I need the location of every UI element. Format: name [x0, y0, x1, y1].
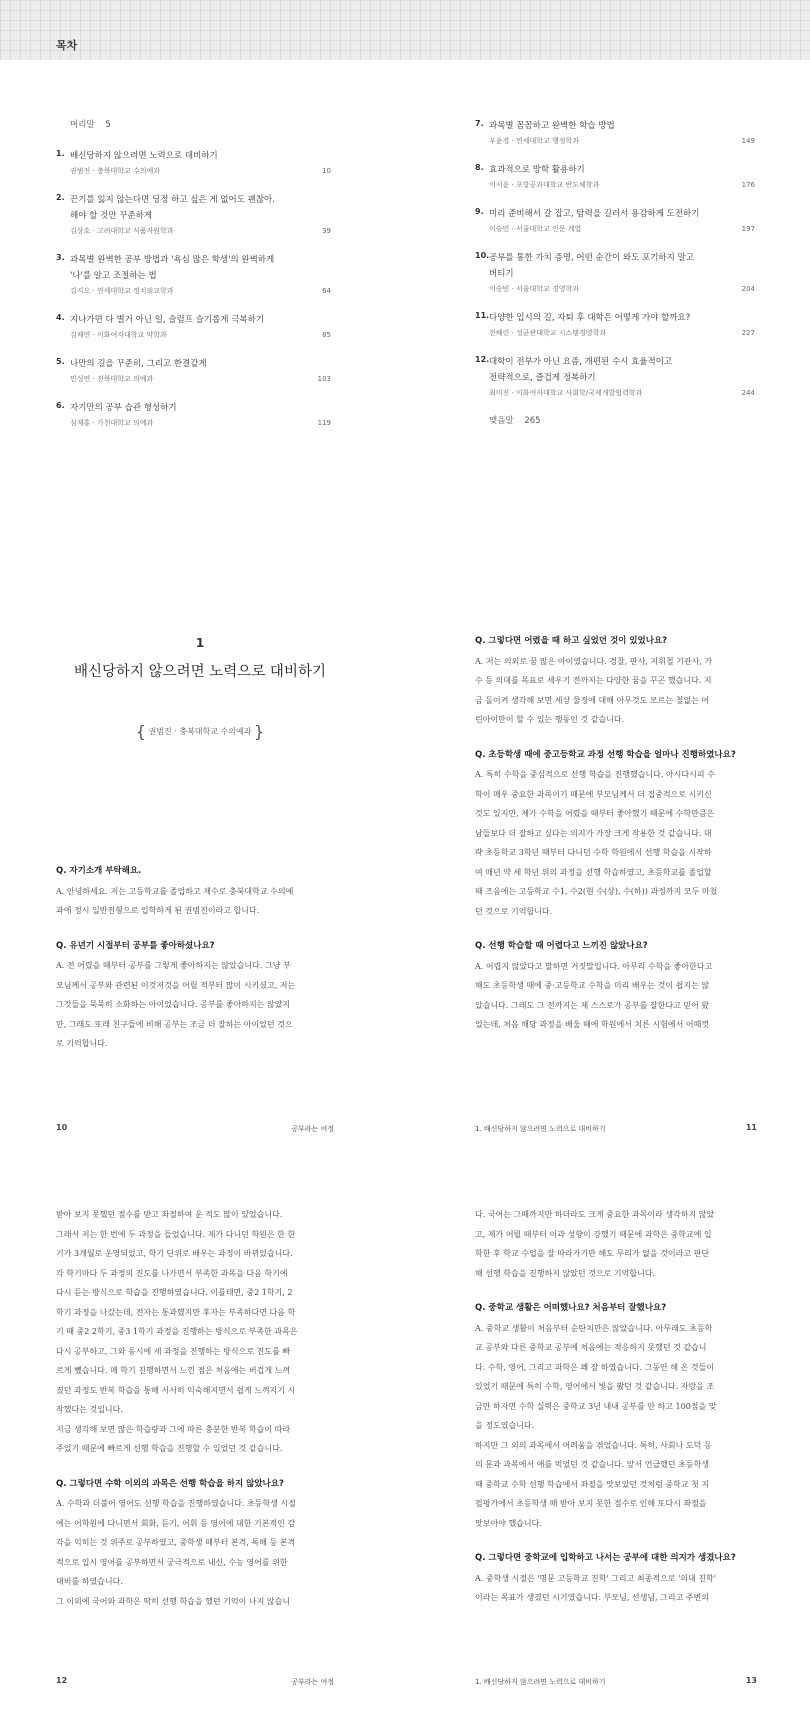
toc-preface-title: 머리말: [70, 120, 95, 130]
qa-block: [56, 862, 341, 921]
qa-block: [475, 1299, 758, 1533]
qa-block: [475, 1549, 758, 1608]
toc-entry-number: 5.: [56, 357, 65, 366]
toc-entry-page: 244: [741, 389, 755, 397]
toc-entry-page: 176: [741, 181, 755, 189]
toc-entry-number: 9.: [475, 207, 484, 216]
question-heading: Q. 유년기 시절부터 공부를 좋아하셨나요?: [56, 940, 215, 951]
qa-block: [475, 746, 758, 922]
toc-entry-author-row: [489, 326, 755, 340]
toc-entry: [475, 310, 755, 340]
body-text-line: 졌던 과정도 반복 학습을 통해 서서히 익숙해지면서 쉽게 느껴지기 시: [56, 1385, 296, 1395]
toc-entry-title: 배신당하지 않으려면 노력으로 대비하기: [70, 151, 218, 161]
body-text-line: 금 돌이켜 생각해 보면 세상 물정에 대해 아무것도 모르는 철없는 어: [475, 695, 710, 705]
body-text-line: 것도 있지만, 제가 수학을 어렸을 때부터 좋아했기 때문에 수학만큼은: [475, 809, 715, 818]
toc-entry-number: 1.: [56, 149, 65, 158]
toc-entry-author: 우윤경 · 연세대학교 행정학과: [489, 137, 580, 145]
toc-entry-author: 김지오 · 연세대학교 정치외교학과: [70, 287, 174, 295]
toc-entry-author-row: [70, 164, 331, 178]
toc-entry-number: 12.: [475, 355, 490, 364]
qa-block: [56, 937, 341, 1054]
qa-block: [56, 1475, 341, 1612]
body-text-line: A. 어렵지 않았다고 말하면 거짓말입니다. 아무리 수학을 좋아한다고: [475, 961, 713, 971]
body-text-line: 모님께서 공부와 관련된 이것저것을 어릴 적부터 많이 시키셨고, 저는: [56, 980, 296, 990]
body-text-line: 받아 보지 못했던 점수를 받고 좌절하여 운 적도 많이 있었습니다.: [56, 1210, 283, 1219]
body-text-line: 에는 어학원에 다니면서 회화, 듣기, 어휘 등 영어에 대한 기본적인 감: [56, 1518, 296, 1528]
toc-entry-author: 최미진 · 이화여자대학교 사회학/국제개발협력학과: [489, 389, 643, 397]
body-text-line: 다시 듣는 방식으로 학습을 진행하였습니다. 이를테면, 중2 1학기, 2: [56, 1288, 293, 1297]
toc-entry-author-row: [489, 386, 755, 400]
toc-preface-page: 5: [105, 120, 111, 130]
body-text-line: 필평가에서 초등학생 때 받아 보지 못한 점수로 인해 또다시 좌절을: [475, 1499, 707, 1508]
toc-heading: 목차: [56, 39, 78, 52]
body-text-line: 과에 정시 일반전형으로 입학하게 된 권범진이라고 합니다.: [56, 906, 260, 915]
body-text-line: 린아이만이 할 수 있는 행동인 것 같습니다.: [475, 715, 625, 724]
body-text-line: 금만 하자면 수학 실력은 중학교 3년 내내 공부를 안 하고 100점을 맞: [475, 1401, 717, 1411]
body-text-line: 학기 과정을 나갔는데, 전자는 통과했지만 후자는 부족하다면 다음 학: [56, 1307, 296, 1317]
toc-entry-title: 대학이 전부가 아닌 요즘, 개편된 수시 효율적이고: [489, 357, 673, 367]
toc-right-list: [475, 118, 755, 400]
toc-entry-page: 10: [322, 167, 331, 175]
toc-entry-title: 해야 할 것만 꾸준하게: [70, 211, 153, 221]
toc-entry-author: 권범진 · 충북대학교 수의예과: [70, 167, 161, 175]
toc-entry-author-row: [489, 222, 755, 236]
toc-entry-title: 효과적으로 방학 활용하기: [489, 165, 585, 175]
header-pattern-band: [0, 0, 810, 60]
body-text-line: 해 선행 학습을 진행하지 않았던 것으로 기억합니다.: [475, 1268, 656, 1278]
chapter-title: 배신당하지 않으려면 노력으로 대비하기: [74, 664, 326, 680]
body-text-line: 대비를 하였습니다.: [56, 1577, 123, 1586]
body-text-line: 을 정도였습니다.: [475, 1421, 535, 1430]
toc-entry-author-row: [70, 284, 331, 298]
body-text-line: 수 등 의대를 목표로 세우기 전까지는 다양한 꿈을 꾸곤 했습니다. 지: [475, 676, 712, 685]
toc-entry-title: '나'를 알고 조절하는 법: [70, 271, 157, 281]
toc-postface: [489, 414, 755, 430]
toc-entry-author-row: [70, 416, 331, 430]
body-text-line: 해도 초등학생 때에 중·고등학교 수학을 미리 배우는 것이 쉽지는 않: [475, 981, 710, 990]
page-number-13: 13: [745, 1676, 757, 1685]
toc-entry-title: 버티기: [489, 269, 514, 279]
spread2-left-body: [56, 1205, 341, 1627]
body-text-line: A. 특히 수학을 중심적으로 선행 학습을 진행했습니다. 아시다시피 수: [475, 770, 715, 779]
toc-entry-author-row: [489, 282, 755, 296]
toc-entry-title: 전략적으로, 즐겁게 정복하기: [489, 373, 596, 383]
body-text-line: 기가 3개월로 운영되었고, 학기 단위로 배우는 과정이 바뀌었습니다.: [56, 1249, 293, 1258]
body-text-line: 때 중학교 수학 선행 학습에서 좌절을 맛보았던 것처럼 중학교 첫 지: [475, 1479, 710, 1489]
toc-entry-author-row: [70, 224, 331, 238]
qa-block: [56, 1205, 341, 1459]
toc-entry-page: 227: [741, 329, 755, 337]
body-text-line: 았습니다. 그래도 그 전까지는 제 스스로가 공부를 잘한다고 믿어 왔: [475, 1000, 710, 1010]
footer-chapter-title-11: 1. 배신당하지 않으려면 노력으로 대비하기: [475, 1125, 606, 1133]
toc-entry-page: 64: [322, 287, 331, 295]
footer-book-title-12: 공부라는 여정: [291, 1678, 334, 1686]
body-text-line: 맛보아야 했습니다.: [475, 1518, 542, 1528]
toc-entry-title: 과목별 꼼꼼하고 완벽한 학습 방법: [489, 121, 615, 131]
question-heading: Q. 그렇다면 어렸을 때 하고 싶었던 것이 있었나요?: [475, 636, 668, 646]
toc-left-column: [56, 118, 331, 444]
body-text-line: 그래서 저는 한 번에 두 과정을 들었습니다. 제가 다니던 학원은 한 한: [56, 1229, 296, 1239]
spread2-right-body: [475, 1205, 758, 1624]
question-heading: Q. 그렇다면 중학교에 입학하고 나서는 공부에 대한 의지가 생겼나요?: [475, 1553, 736, 1563]
body-text-line: 던 것으로 기억합니다.: [475, 906, 553, 916]
body-text-line: 여 매년 약 세 학년 위의 과정을 선행 학습하였고, 초등학교를 졸업할: [475, 867, 712, 877]
body-text-line: A. 안녕하세요. 저는 고등학교를 졸업하고 재수로 충북대학교 수의예: [56, 886, 294, 896]
toc-entry: [56, 148, 331, 178]
body-text-line: A. 중학생 시절은 '명문 고등학교 진학' 그리고 최종적으로 '의대 진학': [475, 1573, 716, 1583]
qa-block: [475, 937, 758, 1035]
toc-entry-page: 197: [741, 225, 755, 233]
qa-block: [475, 632, 758, 730]
toc-entry: [56, 192, 331, 238]
body-text-line: A. 수학과 더불어 영어도 선행 학습을 진행하였습니다. 초등학생 시절: [56, 1499, 296, 1508]
body-text-line: 이라는 목표가 생겼던 시기였습니다. 부모님, 선생님, 그리고 주변의: [475, 1593, 710, 1602]
qa-block: [475, 1205, 758, 1283]
toc-entry-author-row: [489, 178, 755, 192]
chapter-author-text: 권범진 · 충북대학교 수의예과: [148, 727, 252, 736]
spread1-right-body: [475, 632, 758, 1051]
body-text-line: 략 초등학교 3학년 때부터 다니던 수학 학원에서 선행 학습을 시작하: [475, 848, 712, 857]
chapter-number: 1: [195, 636, 205, 650]
toc-entry-author: 전혜린 · 성균관대학교 시스템경영학과: [489, 329, 607, 337]
body-text-line: A. 중학교 생활이 처음부터 순탄치만은 않았습니다. 아무래도 초등학: [475, 1323, 713, 1333]
body-text-line: 적으로 입시 영어를 공부하면서 궁극적으로 내신, 수능 영어를 위한: [56, 1557, 288, 1567]
body-text-line: 주었기 때문에 빠르게 선행 학습을 진행할 수 있었던 것 같습니다.: [56, 1444, 283, 1453]
body-text-line: 고, 제가 어릴 때부터 이과 성향이 강했기 때문에 과학은 중학교에 입: [475, 1229, 712, 1239]
toc-entry: [475, 118, 755, 148]
toc-entry-author-row: [489, 134, 755, 148]
toc-entry-number: 4.: [56, 313, 65, 322]
body-text-line: 로 기억합니다.: [56, 1039, 108, 1048]
body-text-line: 그것들을 묵묵히 소화하는 아이었습니다. 공부를 좋아하지는 않았지: [56, 1000, 291, 1009]
question-heading: Q. 자기소개 부탁해요.: [56, 866, 142, 876]
toc-entry-title: 끈기를 잃지 않는다면 딩정 하고 싶은 게 없어도 괜찮아.: [70, 195, 275, 205]
toc-entry-page: 39: [322, 227, 331, 235]
toc-entry-author: 이승빈 · 서울대학교 경영학과: [489, 285, 580, 293]
body-text-line: A. 저는 의외로 꿈 많은 아이였습니다. 경찰, 판사, 지휘철 기관사, 가: [475, 656, 713, 666]
footer-chapter-title-13: 1. 배신당하지 않으려면 노력으로 대비하기: [475, 1678, 606, 1686]
page-number-10: 10: [56, 1123, 68, 1132]
body-text-line: 있었기 때문에 특히 수학, 영어에서 빛을 봤던 것 같습니다. 자랑을 조: [475, 1382, 715, 1391]
toc-entry-number: 3.: [56, 253, 65, 262]
page-number-11: 11: [745, 1123, 757, 1132]
body-text-line: 작했다는 것입니다.: [56, 1405, 123, 1414]
toc-left-list: [56, 148, 331, 430]
toc-entry: [475, 250, 755, 296]
toc-entry: [56, 252, 331, 298]
toc-entry-number: 11.: [475, 311, 490, 320]
toc-entry-title: 지나가면 다 별거 아닌 일, 슬럼프 슬기롭게 극복하기: [70, 315, 265, 325]
toc-entry-page: 204: [741, 285, 755, 293]
toc-entry-author-row: [70, 372, 331, 386]
toc-entry-number: 2.: [56, 193, 65, 202]
footer-book-title-10: 공부라는 여정: [291, 1125, 334, 1133]
body-text-line: 다. 국어는 그때까지만 하더라도 크게 중요한 과목이라 생각하지 않았: [475, 1210, 715, 1219]
toc-entry-title: 나만의 길을 꾸준히, 그리고 한결같게: [70, 359, 207, 369]
toc-entry-page: 103: [317, 375, 331, 383]
body-text-line: 하지만 그 외의 과목에서 어려움을 겪었습니다. 특히, 사회나 도덕 등: [475, 1440, 712, 1450]
body-text-line: 각 학기마다 두 과정의 진도를 나가면서 부족한 과목을 다음 학기에: [56, 1268, 288, 1278]
toc-entry-author: 심재홍 · 가천대학교 의예과: [70, 419, 154, 427]
toc-entry-title: 공부를 통한 가치 증명, 어떤 순간이 와도 포기하지 말고: [489, 253, 694, 263]
body-text-line: 의 문과 과목에서 애를 먹었던 것 같습니다. 앞서 언급했던 초등학생: [475, 1460, 710, 1469]
toc-entry-number: 7.: [475, 119, 484, 128]
question-heading: Q. 선행 학습할 때 어렵다고 느끼진 않았나요?: [475, 941, 648, 951]
question-heading: Q. 중학교 생활은 어떠했나요? 처음부터 잘했나요?: [475, 1303, 667, 1313]
body-text-line: 교 공부와 다른 중학교 공부에 처음에는 적응하지 못했던 것 같습니: [475, 1343, 707, 1352]
body-text-line: 기 때 중2 2학기, 중3 1학기 과정을 진행하는 방식으로 부족한 과목은: [56, 1327, 298, 1336]
toc-postface-page: 265: [524, 416, 541, 426]
body-text-line: 었는데, 처음 해당 과정을 배울 때에 학원에서 치른 시험에서 어때껏: [475, 1020, 710, 1029]
toc-entry-page: 119: [317, 419, 331, 427]
body-text-line: 학한 후 학교 수업을 잘 따라가기만 해도 무리가 없을 것이라고 판단: [475, 1249, 710, 1258]
toc-entry-author: 이승민 · 서울대학교 인문 계열: [489, 225, 582, 233]
body-text-line: 그 이외에 국어와 과학은 딱히 선행 학습을 했던 기억이 나지 않습니: [56, 1596, 291, 1606]
body-text-line: 지금 생각해 보면 많은 학습량과 그에 따른 충분한 반복 학습이 따라: [56, 1424, 291, 1434]
toc-entry-author: 이서윤 · 포항공과대학교 반도체학과: [489, 181, 600, 189]
toc-entry: [475, 162, 755, 192]
toc-entry-title: 다양한 입시의 길, 자퇴 후 대학은 어떻게 가야 할까요?: [489, 313, 691, 323]
toc-entry-author: 민성연 · 전북대학교 의예과: [70, 375, 154, 383]
toc-entry: [475, 354, 755, 400]
toc-entry-author: 김채연 · 이화여자대학교 약학과: [70, 331, 167, 339]
body-text-line: 때 즈음에는 고등학교 수1, 수2(현 수(상), 수(하)) 과정까지 모두 마쳤: [475, 887, 718, 896]
body-text-line: 르게 뺐습니다. 매 학기 진행하면서 느낀 점은 처음에는 버겁게 느껴: [56, 1366, 291, 1375]
spread1-left-body: [56, 862, 341, 1070]
body-text-line: A. 전 어렸을 때부터 공부를 그렇게 좋아하지는 않았습니다. 그냥 부: [56, 961, 291, 970]
question-heading: Q. 그렇다면 수학 이외의 과목은 선행 학습을 하지 않았나요?: [56, 1478, 284, 1489]
toc-entry: [56, 356, 331, 386]
page-number-12: 12: [56, 1676, 68, 1685]
toc-entry-title: 자기만의 공부 습관 형성하기: [70, 403, 177, 413]
toc-right-column: [475, 118, 755, 430]
toc-entry-author-row: [70, 328, 331, 342]
toc-entry-author: 김상호 · 고려대학교 식품자원학과: [70, 227, 174, 235]
toc-entry: [56, 312, 331, 342]
chapter-author: { 권범진 · 충북대학교 수의예과 }: [135, 722, 265, 741]
toc-entry: [56, 400, 331, 430]
toc-entry-title: 미리 준비해서 갈 잡고, 탐력을 길러서 용감하게 도전하기: [489, 209, 700, 219]
toc-entry-page: 85: [322, 331, 331, 339]
body-text-line: 남들보다 더 잘하고 싶다는 의지가 가장 크게 작용한 것 같습니다. 대: [475, 828, 712, 838]
toc-preface: [70, 118, 331, 134]
toc-postface-title: 맺음말: [489, 416, 514, 426]
toc-entry-number: 10.: [475, 251, 490, 260]
toc-entry: [475, 206, 755, 236]
body-text-line: 다시 공부하고, 그와 동시에 새 과정을 진행하는 방식으로 진도를 빠: [56, 1346, 291, 1356]
toc-entry-number: 8.: [475, 163, 484, 172]
toc-entry-page: 149: [741, 137, 755, 145]
body-text-line: 학이 매우 중요한 과목이기 때문에 부모님께서 더 집중적으로 시키신: [475, 789, 712, 799]
toc-entry-title: 과목별 완벽한 공부 방법과 '욕심 많은 학생'의 완벽하게: [70, 255, 275, 265]
body-text-line: 각을 익히는 것 위주로 공부하였고, 중학생 때부터 본격, 독해 등 본격: [56, 1538, 296, 1547]
toc-entry-number: 6.: [56, 401, 65, 410]
body-text-line: 만, 그래도 또래 친구들에 비해 공부는 조금 더 잘하는 아이었던 것으: [56, 1019, 293, 1029]
question-heading: Q. 초등학생 때에 중고등학교 과정 선행 학습을 얼마나 진행하였나요?: [475, 749, 736, 760]
body-text-line: 다. 수학, 영어, 그리고 과학은 꽤 잘 하였습니다. 그동안 해 온 것들이: [475, 1362, 715, 1372]
